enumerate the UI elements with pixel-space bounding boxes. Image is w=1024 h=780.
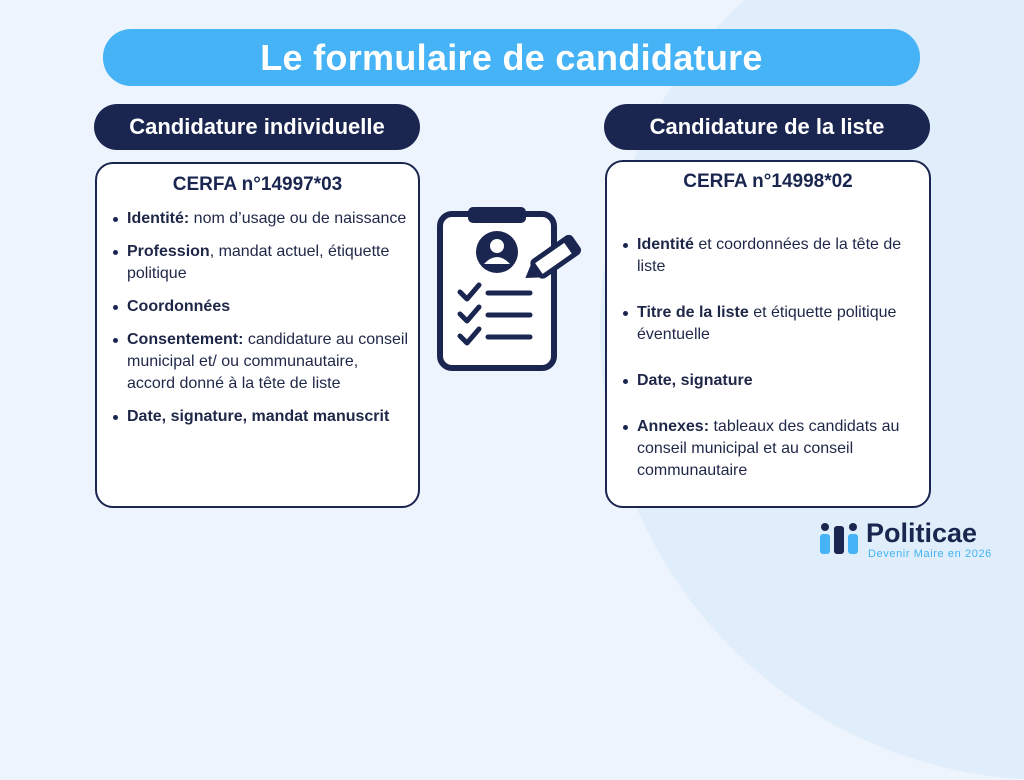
item-bold: Coordonnées xyxy=(127,298,231,315)
item-bold: Identité xyxy=(637,236,694,253)
right-section-heading xyxy=(604,104,930,150)
title-banner xyxy=(103,29,920,86)
right-requirements-list xyxy=(621,234,919,506)
item-bold: Identité: xyxy=(127,210,190,227)
item-text: et coordonnées de la tête de liste xyxy=(637,236,902,275)
item-text: , mandat actuel, étiquette politique xyxy=(127,243,390,282)
left-heading-label: Candidature individuelle xyxy=(129,114,385,139)
item-bold: Consentement: xyxy=(127,331,244,348)
list-item xyxy=(111,208,408,230)
list-item xyxy=(621,234,919,278)
list-item xyxy=(621,370,919,392)
page-title: Le formulaire de candidature xyxy=(260,36,763,78)
list-item xyxy=(111,406,408,428)
list-item xyxy=(111,329,408,395)
list-item xyxy=(621,302,919,346)
right-cerfa-number: CERFA n°14998*02 xyxy=(683,171,853,192)
list-item xyxy=(111,296,408,318)
left-cerfa-number: CERFA n°14997*03 xyxy=(172,174,343,195)
politicae-logo xyxy=(818,518,998,564)
logo-tagline: Devenir Maire en 2026 xyxy=(868,548,992,560)
list-item xyxy=(621,416,919,482)
clipboard-checklist-icon xyxy=(436,204,588,374)
item-text: candidature au conseil municipal et/ ou communautaire, accord donné à la tête de liste xyxy=(127,331,409,392)
item-text: et étiquette politique éventuelle xyxy=(637,304,897,343)
politicae-logo-icon xyxy=(818,520,860,556)
list-item xyxy=(111,241,408,285)
individual-candidature-card xyxy=(95,162,420,508)
item-text: nom d’usage ou de naissance xyxy=(189,210,407,227)
item-text: tableaux des candidats au conseil municipal et au conseil communautaire xyxy=(637,418,900,479)
item-bold: Date, signature xyxy=(637,372,753,389)
logo-name: Politicae xyxy=(866,518,978,548)
left-section-heading xyxy=(94,104,420,150)
item-bold: Profession xyxy=(127,243,210,260)
item-bold: Titre de la liste xyxy=(637,304,749,321)
item-bold: Date, signature, mandat manuscrit xyxy=(127,408,390,425)
left-requirements-list xyxy=(111,208,408,439)
list-candidature-card xyxy=(605,160,931,508)
right-heading-label: Candidature de la liste xyxy=(649,114,885,139)
item-bold: Annexes: xyxy=(637,418,710,435)
